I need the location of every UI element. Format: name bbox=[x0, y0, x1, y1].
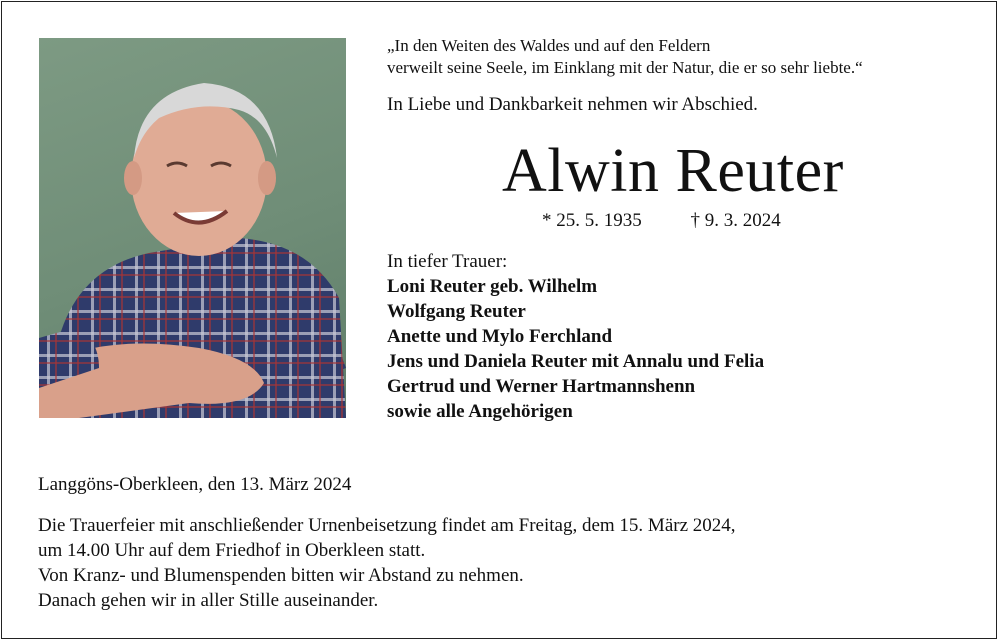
place-and-date: Langgöns-Oberkleen, den 13. März 2024 bbox=[38, 474, 352, 495]
mourner-entry: Anette und Mylo Ferchland bbox=[387, 326, 613, 347]
deceased-name: Alwin Reuter bbox=[502, 137, 844, 205]
mourners-list bbox=[387, 274, 764, 424]
portrait-illustration bbox=[39, 38, 346, 418]
portrait-photo bbox=[39, 38, 346, 418]
life-dates bbox=[542, 210, 781, 232]
mourner-entry: sowie alle Angehörigen bbox=[387, 401, 573, 422]
mourner-entry: Loni Reuter geb. Wilhelm bbox=[387, 276, 598, 297]
mourner-entry: Wolfgang Reuter bbox=[387, 301, 526, 322]
quote-line: „In den Weiten des Waldes und auf den Feldern bbox=[387, 36, 711, 55]
funeral-notice bbox=[38, 513, 736, 613]
mourning-label: In tiefer Trauer: bbox=[387, 251, 508, 272]
obituary-card bbox=[1, 1, 997, 639]
quote-line: verweilt seine Seele, im Einklang mit der Natur, die er so sehr liebte.“ bbox=[387, 58, 863, 77]
mourner-entry: Gertrud und Werner Hartmannshenn bbox=[387, 376, 696, 397]
notice-line: Danach gehen wir in aller Stille auseinander. bbox=[38, 590, 379, 611]
notice-line: um 14.00 Uhr auf dem Friedhof in Oberkleen statt. bbox=[38, 540, 426, 561]
notice-line: Die Trauerfeier mit anschließender Urnenbeisetzung findet am Freitag, dem 15. März 2024, bbox=[38, 515, 736, 536]
death-date: † 9. 3. 2024 bbox=[690, 210, 781, 231]
quote bbox=[387, 35, 863, 79]
mourner-entry: Jens und Daniela Reuter mit Annalu und Felia bbox=[387, 351, 765, 372]
notice-line: Von Kranz- und Blumenspenden bitten wir Abstand zu nehmen. bbox=[38, 565, 524, 586]
farewell-text: In Liebe und Dankbarkeit nehmen wir Abschied. bbox=[387, 94, 758, 115]
birth-date: * 25. 5. 1935 bbox=[542, 210, 642, 231]
